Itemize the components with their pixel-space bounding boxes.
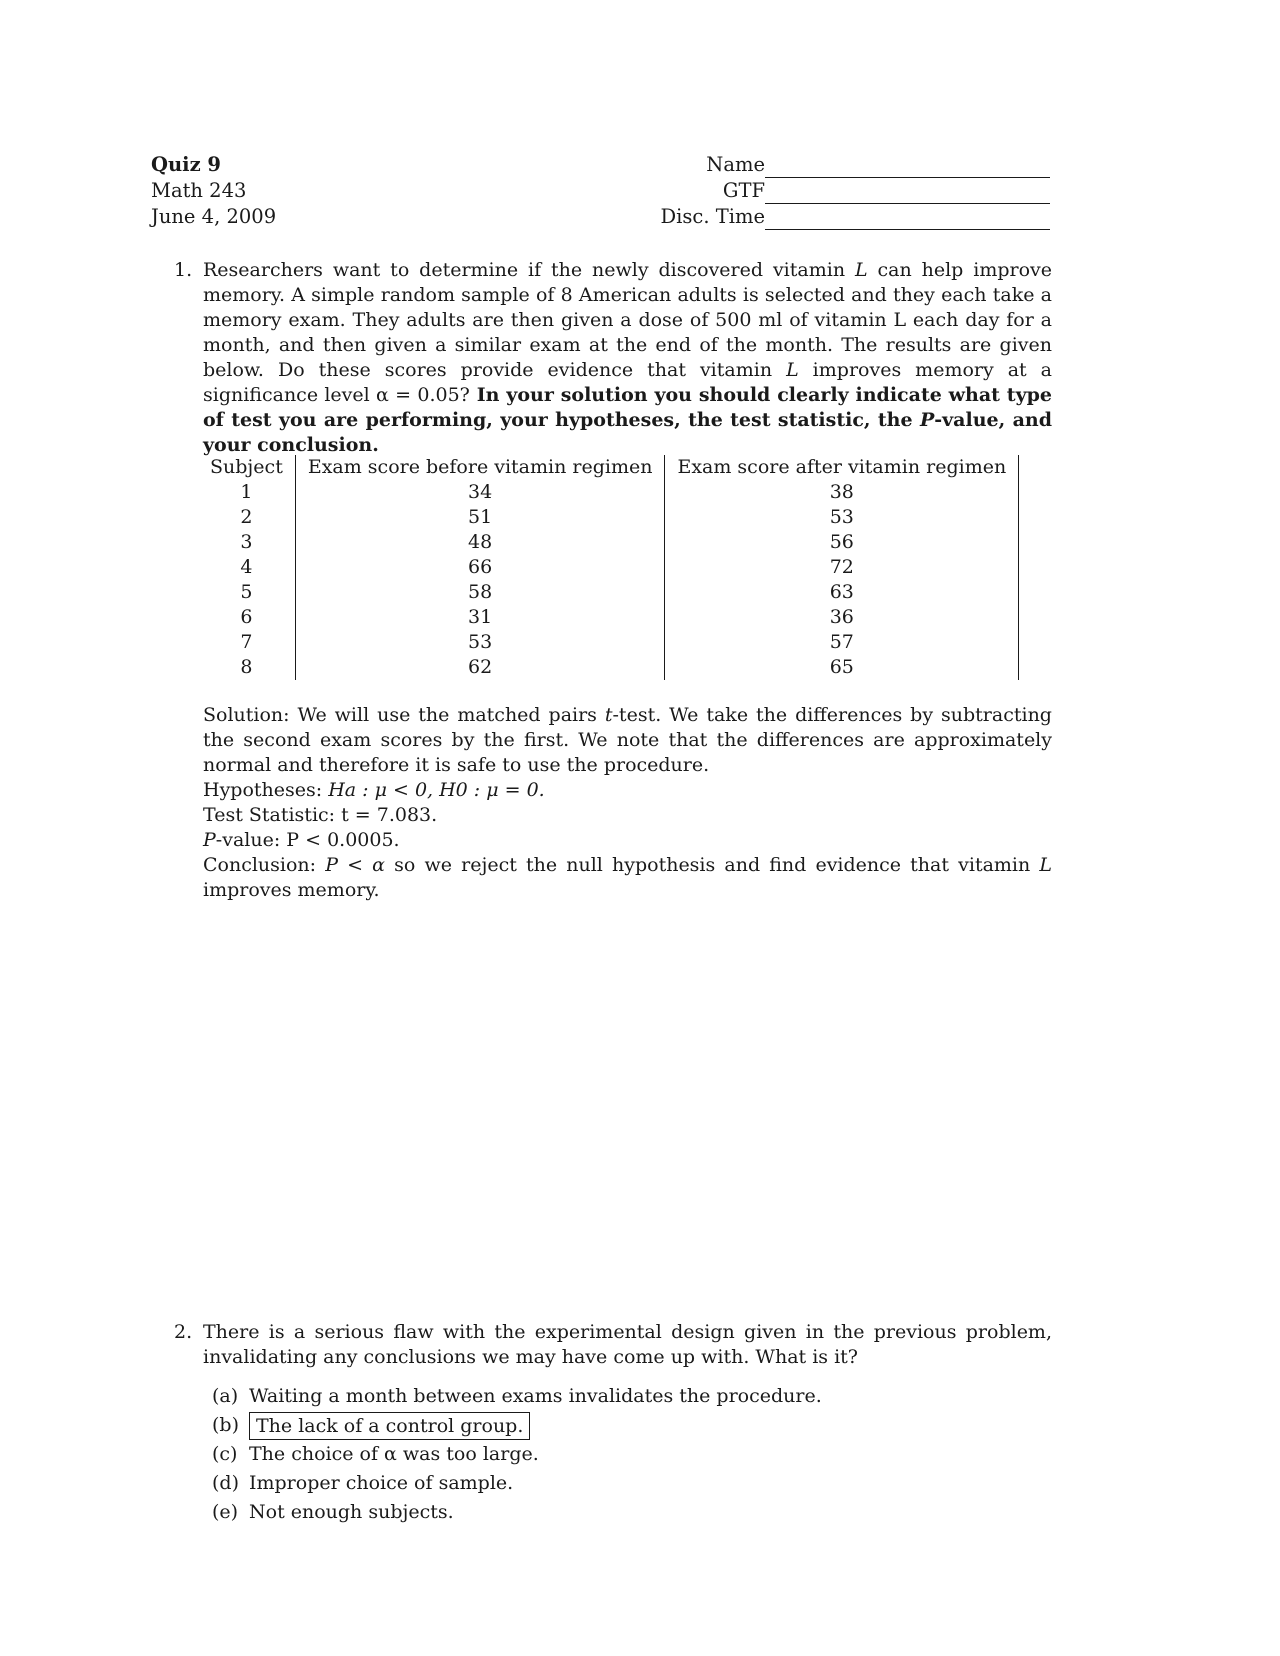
question-2-number: 2. [174, 1321, 193, 1343]
choice-label: (b) [212, 1414, 239, 1436]
choice-text: The choice of α was too large. [249, 1443, 539, 1465]
cell-subject: 6 [204, 605, 295, 630]
table-row [204, 580, 1019, 605]
cell-before-score: 66 [295, 555, 665, 580]
cell-before-score: 58 [295, 580, 665, 605]
choice-text-selected: The lack of a control group. [249, 1412, 530, 1440]
cell-after-score: 65 [665, 655, 1019, 680]
answer-choice-d[interactable] [212, 1469, 822, 1498]
question-1-number: 1. [174, 259, 193, 281]
column-header-after: Exam score after vitamin regimen [665, 455, 1019, 480]
question-2 [174, 1320, 1052, 1370]
question-1 [174, 258, 1052, 458]
alpha-expression: α = 0.05? [376, 384, 470, 406]
table-row [204, 630, 1019, 655]
table-row [204, 605, 1019, 630]
gtf-field-label: GTF [722, 179, 765, 202]
answer-choice-a[interactable] [212, 1382, 822, 1411]
disc-time-field[interactable] [580, 204, 1050, 230]
answer-choice-e[interactable] [212, 1498, 822, 1527]
cell-before-score: 31 [295, 605, 665, 630]
solution [203, 703, 1052, 903]
table-row [204, 555, 1019, 580]
choice-label: (c) [212, 1443, 238, 1465]
choice-text: Not enough subjects. [249, 1501, 454, 1523]
course-name: Math 243 [151, 179, 247, 202]
cell-subject: 3 [204, 530, 295, 555]
gtf-field[interactable] [580, 178, 1050, 204]
question-2-choices [212, 1382, 822, 1527]
cell-subject: 1 [204, 480, 295, 505]
gtf-field-line[interactable] [765, 184, 1050, 204]
table-row [204, 655, 1019, 680]
table-body [204, 480, 1019, 680]
table-row [204, 530, 1019, 555]
question-2-text: There is a serious flaw with the experimental design given in the previous problem, invalidating any conclusions we may have come up with. What is it? [203, 1321, 1052, 1368]
answer-choice-c[interactable] [212, 1440, 822, 1469]
quiz-title: Quiz 9 [151, 153, 222, 176]
cell-before-score: 51 [295, 505, 665, 530]
name-field-label: Name [706, 153, 765, 176]
cell-before-score: 62 [295, 655, 665, 680]
cell-before-score: 34 [295, 480, 665, 505]
cell-subject: 8 [204, 655, 295, 680]
exam-scores-table [204, 455, 1019, 680]
choice-label: (e) [212, 1501, 239, 1523]
choice-text: Improper choice of sample. [249, 1472, 514, 1494]
table-row [204, 480, 1019, 505]
column-header-subject: Subject [204, 455, 295, 480]
disc-time-field-label: Disc. Time [660, 205, 765, 228]
cell-after-score: 63 [665, 580, 1019, 605]
solution-p-value: P-value: P < 0.0005. [203, 829, 400, 851]
cell-subject: 4 [204, 555, 295, 580]
choice-text: Waiting a month between exams invalidates the procedure. [249, 1385, 822, 1407]
student-info-fields [580, 152, 1050, 230]
cell-after-score: 53 [665, 505, 1019, 530]
cell-after-score: 38 [665, 480, 1019, 505]
bold-instruction: In your solution you should clearly indicate what type of test you are performing, your hypotheses, the test statistic, the P-value, and your conclusion. [203, 384, 1053, 456]
disc-time-field-line[interactable] [765, 210, 1050, 230]
solution-conclusion: Conclusion: P < α so we reject the null hypothesis and find evidence that vitamin L improves memory. [203, 854, 1052, 901]
solution-test-statistic: Test Statistic: t = 7.083. [203, 804, 438, 826]
cell-after-score: 56 [665, 530, 1019, 555]
quiz-date: June 4, 2009 [151, 205, 277, 228]
name-field[interactable] [580, 152, 1050, 178]
answer-choice-b[interactable] [212, 1411, 822, 1440]
choice-label: (a) [212, 1385, 239, 1407]
cell-after-score: 36 [665, 605, 1019, 630]
name-field-line[interactable] [765, 158, 1050, 178]
cell-after-score: 57 [665, 630, 1019, 655]
table-row [204, 505, 1019, 530]
question-1-text: Researchers want to determine if the newly discovered vitamin L can help improve memory. A simple random sample of 8 American adults is selected and they each take a memory exam. They adults are then given a dose of 500 ml of vitamin L each day for a month, and then given a similar exam at the end of the month. The results are given below. Do these scores provide evidence that vitamin L improves memory at a significance level α = 0.05? In your solution you should clearly indicate what type of test you are performing, your hypotheses, the test statistic, the P-value, and your conclusion. [203, 259, 1053, 456]
cell-subject: 5 [204, 580, 295, 605]
solution-hypotheses: Hypotheses: Ha : μ < 0, H0 : μ = 0. [203, 779, 545, 801]
column-header-before: Exam score before vitamin regimen [295, 455, 665, 480]
quiz-header-info [151, 152, 276, 230]
choice-label: (d) [212, 1472, 239, 1494]
cell-subject: 7 [204, 630, 295, 655]
table-header-row [204, 455, 1019, 480]
cell-before-score: 48 [295, 530, 665, 555]
cell-subject: 2 [204, 505, 295, 530]
solution-intro: Solution: We will use the matched pairs t-test. We take the differences by subtracting the second exam scores by the first. We note that the differences are approximately normal and therefore it is safe to use the procedure. [203, 704, 1052, 776]
cell-after-score: 72 [665, 555, 1019, 580]
cell-before-score: 53 [295, 630, 665, 655]
